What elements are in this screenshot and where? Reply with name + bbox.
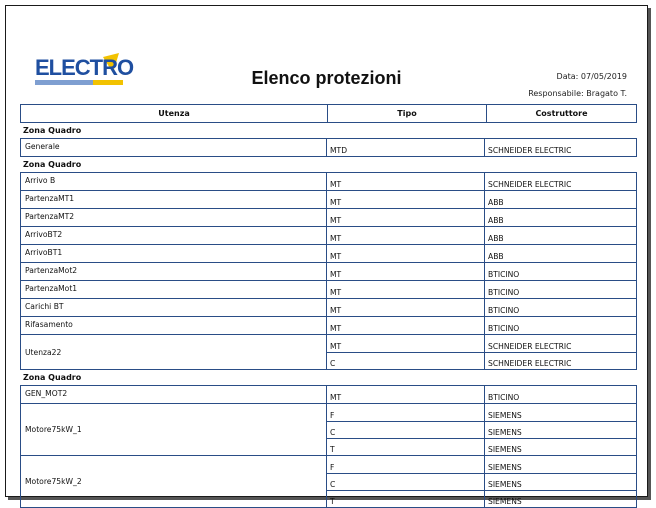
costruttore-cell: SIEMENS: [488, 428, 522, 437]
tipo-cell: MT: [327, 227, 485, 244]
protection-row: [327, 281, 636, 298]
costruttore-cell: BTICINO: [488, 288, 520, 297]
protection-row: [327, 386, 636, 403]
protections-table: [20, 104, 637, 508]
costruttore-cell: SIEMENS: [488, 411, 522, 420]
protection-row: [327, 438, 636, 455]
tipo-cell: MT: [327, 209, 485, 226]
costruttore-cell: ABB: [488, 252, 504, 261]
protection-row: [327, 473, 636, 490]
utenza-cell: Motore75kW_2: [21, 456, 327, 507]
utenza-cell: Arrivo B: [21, 173, 327, 190]
costruttore-cell: SIEMENS: [488, 463, 522, 472]
table-row: [20, 172, 637, 191]
zone-label: Zona Quadro: [23, 160, 82, 169]
header-utenza: Utenza: [21, 105, 328, 122]
utenza-cell: PartenzaMT2: [21, 209, 327, 226]
report-page: [5, 5, 648, 506]
protection-row: [327, 421, 636, 438]
costruttore-cell: BTICINO: [488, 393, 520, 402]
protection-row: [327, 317, 636, 334]
table-row: [20, 209, 637, 227]
document-responsible: Responsabile: Bragato T.: [528, 89, 627, 98]
table-row: [20, 263, 637, 281]
protection-row: [327, 139, 636, 156]
protection-row: [327, 299, 636, 316]
costruttore-cell: ABB: [488, 198, 504, 207]
header-costruttore: Costruttore: [535, 109, 588, 118]
utenza-cell: PartenzaMot1: [21, 281, 327, 298]
table-row: [20, 191, 637, 209]
protection-row: [327, 404, 636, 421]
tipo-cell: T: [327, 491, 485, 507]
document-title: Elenco protezioni: [251, 68, 402, 88]
tipo-cell: F: [327, 456, 485, 473]
protection-row: [327, 335, 636, 352]
costruttore-cell: SIEMENS: [488, 480, 522, 489]
tipo-cell: F: [327, 404, 485, 421]
utenza-cell: ArrivoBT2: [21, 227, 327, 244]
table-row: [20, 138, 637, 157]
table-row: [20, 385, 637, 404]
tipo-cell: MT: [327, 299, 485, 316]
costruttore-cell: SCHNEIDER ELECTRIC: [488, 359, 572, 368]
table-row: [20, 227, 637, 245]
utenza-cell: ArrivoBT1: [21, 245, 327, 262]
logo-wordmark: ELECTRO: [35, 55, 134, 80]
costruttore-cell: SIEMENS: [488, 497, 522, 506]
protection-row: [327, 263, 636, 280]
table-row: [20, 317, 637, 335]
table-row: [20, 335, 637, 370]
costruttore-cell: BTICINO: [488, 324, 520, 333]
protection-row: [327, 209, 636, 226]
protection-row: [327, 490, 636, 507]
table-header: [20, 104, 637, 123]
protection-row: [327, 245, 636, 262]
costruttore-cell: BTICINO: [488, 270, 520, 279]
table-body: [20, 123, 637, 508]
costruttore-cell: BTICINO: [488, 306, 520, 315]
tipo-cell: MT: [327, 263, 485, 280]
costruttore-cell: SIEMENS: [488, 445, 522, 454]
zone-label: Zona Quadro: [23, 373, 82, 382]
tipo-cell: MT: [327, 386, 485, 403]
zone-label: Zona Quadro: [23, 126, 82, 135]
costruttore-cell: SCHNEIDER ELECTRIC: [488, 180, 572, 189]
costruttore-cell: ABB: [488, 216, 504, 225]
costruttore-cell: SCHNEIDER ELECTRIC: [488, 146, 572, 155]
utenza-cell: Carichi BT: [21, 299, 327, 316]
utenza-cell: PartenzaMT1: [21, 191, 327, 208]
tipo-cell: C: [327, 474, 485, 490]
document-date: Data: 07/05/2019: [556, 72, 627, 81]
tipo-cell: MT: [327, 317, 485, 334]
tipo-cell: MT: [327, 245, 485, 262]
table-row: [20, 281, 637, 299]
protection-row: [327, 227, 636, 244]
table-row: [20, 456, 637, 508]
costruttore-cell: SCHNEIDER ELECTRIC: [488, 342, 572, 351]
header-tipo: Tipo: [328, 105, 487, 122]
costruttore-cell: ABB: [488, 234, 504, 243]
utenza-cell: Utenza22: [21, 335, 327, 369]
table-row: [20, 299, 637, 317]
protection-row: [327, 173, 636, 190]
utenza-cell: Generale: [21, 139, 327, 156]
tipo-cell: C: [327, 353, 485, 369]
tipo-cell: T: [327, 439, 485, 455]
table-row: [20, 404, 637, 456]
tipo-cell: MT: [327, 281, 485, 298]
utenza-cell: GEN_MOT2: [21, 386, 327, 403]
tipo-cell: C: [327, 422, 485, 438]
utenza-cell: PartenzaMot2: [21, 263, 327, 280]
tipo-cell: MTD: [327, 139, 485, 156]
utenza-cell: Motore75kW_1: [21, 404, 327, 455]
utenza-cell: Rifasamento: [21, 317, 327, 334]
tipo-cell: MT: [327, 335, 485, 352]
protection-row: [327, 456, 636, 473]
protection-row: [327, 352, 636, 369]
tipo-cell: MT: [327, 173, 485, 190]
tipo-cell: MT: [327, 191, 485, 208]
table-row: [20, 245, 637, 263]
protection-row: [327, 191, 636, 208]
